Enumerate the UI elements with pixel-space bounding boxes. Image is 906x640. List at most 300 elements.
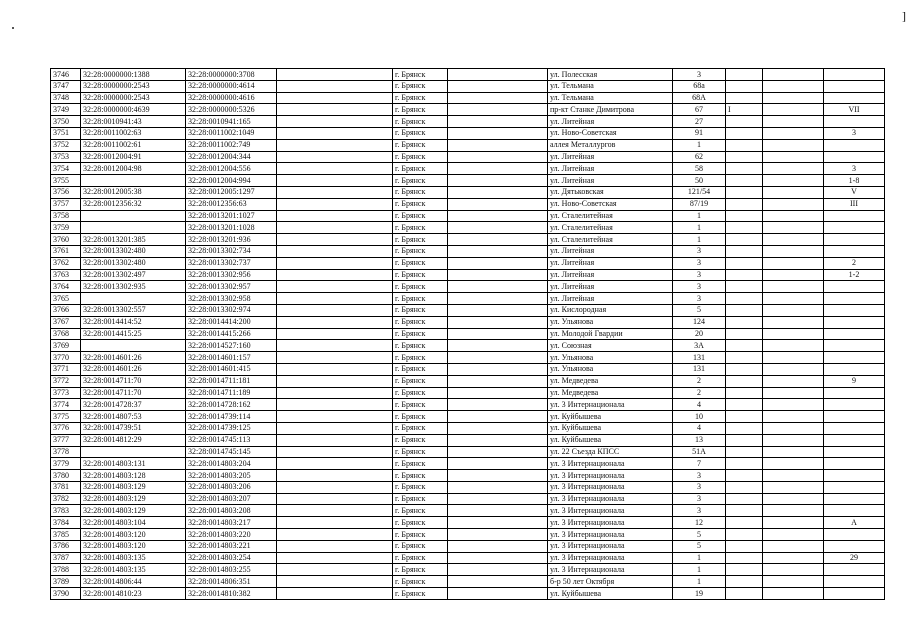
cell-city: г. Брянск: [393, 470, 448, 482]
cell-blank-column-3: [763, 163, 824, 175]
cell-building-letter: [726, 564, 763, 576]
cell-street: ул. Куйбышева: [548, 588, 673, 600]
cell-blank-column-2: [448, 316, 548, 328]
cell-land-cadastral-number: 32:28:0014803:135: [81, 552, 186, 564]
cell-apartment: [824, 92, 885, 104]
cell-street: ул. Литейная: [548, 163, 673, 175]
cell-building-letter: [726, 470, 763, 482]
cell-row-number: 3782: [51, 493, 81, 505]
cell-city: г. Брянск: [393, 175, 448, 187]
cell-house-number: 1: [673, 222, 726, 234]
cell-blank-column-3: [763, 481, 824, 493]
cell-apartment: [824, 151, 885, 163]
cell-street: ул. Куйбышева: [548, 411, 673, 423]
cell-blank-column: [277, 245, 393, 257]
cell-building-cadastral-number: 32:28:0012004:556: [186, 163, 277, 175]
cell-building-letter: [726, 69, 763, 81]
cell-land-cadastral-number: 32:28:0014414:52: [81, 316, 186, 328]
cell-land-cadastral-number: 32:28:0014806:44: [81, 576, 186, 588]
cell-building-cadastral-number: 32:28:0014803:217: [186, 517, 277, 529]
cell-house-number: 68а: [673, 80, 726, 92]
cell-blank-column-2: [448, 222, 548, 234]
table-row: [51, 446, 885, 458]
cell-row-number: 3778: [51, 446, 81, 458]
cell-blank-column: [277, 481, 393, 493]
table-row: [51, 163, 885, 175]
cell-city: г. Брянск: [393, 446, 448, 458]
cell-blank-column-3: [763, 293, 824, 305]
cell-blank-column: [277, 540, 393, 552]
cell-city: г. Брянск: [393, 245, 448, 257]
table-row: [51, 340, 885, 352]
cell-house-number: 58: [673, 163, 726, 175]
cell-apartment: [824, 281, 885, 293]
cell-apartment: 2: [824, 257, 885, 269]
cell-street: ул. Куйбышева: [548, 434, 673, 446]
cell-building-cadastral-number: 32:28:0013201:1027: [186, 210, 277, 222]
table-row: [51, 116, 885, 128]
cell-house-number: 121/54: [673, 186, 726, 198]
cell-house-number: 4: [673, 422, 726, 434]
cell-building-letter: [726, 340, 763, 352]
cell-apartment: 1-2: [824, 269, 885, 281]
cell-row-number: 3780: [51, 470, 81, 482]
cell-building-cadastral-number: 32:28:0014803:220: [186, 529, 277, 541]
cell-blank-column-2: [448, 198, 548, 210]
cell-street: б-р 50 лет Октября: [548, 576, 673, 588]
cell-city: г. Брянск: [393, 293, 448, 305]
cell-apartment: 9: [824, 375, 885, 387]
cell-land-cadastral-number: 32:28:0012356:32: [81, 198, 186, 210]
cell-building-cadastral-number: 32:28:0014803:254: [186, 552, 277, 564]
cell-street: ул. Литейная: [548, 116, 673, 128]
table-row: [51, 399, 885, 411]
cell-building-cadastral-number: 32:28:0014803:206: [186, 481, 277, 493]
cell-street: ул. Ново-Советская: [548, 127, 673, 139]
cell-house-number: 3: [673, 505, 726, 517]
table-row: [51, 434, 885, 446]
cell-city: г. Брянск: [393, 210, 448, 222]
cell-house-number: 3: [673, 69, 726, 81]
cell-blank-column-3: [763, 505, 824, 517]
cell-row-number: 3749: [51, 104, 81, 116]
cell-blank-column-3: [763, 92, 824, 104]
cell-blank-column-2: [448, 163, 548, 175]
cell-land-cadastral-number: 32:28:0014803:128: [81, 470, 186, 482]
cell-blank-column-3: [763, 257, 824, 269]
cell-city: г. Брянск: [393, 340, 448, 352]
cell-building-cadastral-number: 32:28:0014711:181: [186, 375, 277, 387]
cell-building-cadastral-number: 32:28:0014803:207: [186, 493, 277, 505]
cell-land-cadastral-number: 32:28:0013302:480: [81, 257, 186, 269]
cell-blank-column-3: [763, 576, 824, 588]
cell-street: ул. 3 Интернационала: [548, 517, 673, 529]
cell-land-cadastral-number: 32:28:0014807:53: [81, 411, 186, 423]
cell-blank-column-3: [763, 375, 824, 387]
cell-blank-column: [277, 399, 393, 411]
cell-city: г. Брянск: [393, 576, 448, 588]
cell-apartment: [824, 387, 885, 399]
cell-building-cadastral-number: 32:28:0014803:221: [186, 540, 277, 552]
cell-blank-column: [277, 493, 393, 505]
cell-row-number: 3779: [51, 458, 81, 470]
cell-street: ул. Ульянова: [548, 363, 673, 375]
cell-house-number: 5: [673, 540, 726, 552]
cell-blank-column-3: [763, 151, 824, 163]
cell-row-number: 3753: [51, 151, 81, 163]
cell-blank-column-3: [763, 588, 824, 600]
cell-building-letter: [726, 210, 763, 222]
cell-land-cadastral-number: 32:28:0014601:26: [81, 363, 186, 375]
table-row: [51, 281, 885, 293]
cell-house-number: 1: [673, 564, 726, 576]
cell-blank-column-2: [448, 552, 548, 564]
cell-city: г. Брянск: [393, 363, 448, 375]
cell-house-number: 50: [673, 175, 726, 187]
table-row: [51, 186, 885, 198]
cell-apartment: 3: [824, 127, 885, 139]
cell-building-letter: [726, 434, 763, 446]
cell-land-cadastral-number: 32:28:0014711:70: [81, 387, 186, 399]
cell-blank-column-3: [763, 470, 824, 482]
cell-house-number: 3: [673, 493, 726, 505]
cell-building-letter: [726, 387, 763, 399]
cell-blank-column-3: [763, 245, 824, 257]
cell-blank-column-3: [763, 446, 824, 458]
table-row: [51, 269, 885, 281]
cell-street: ул. Сталелитейная: [548, 234, 673, 246]
cell-blank-column: [277, 375, 393, 387]
cell-blank-column: [277, 198, 393, 210]
cell-building-letter: [726, 269, 763, 281]
cell-blank-column-3: [763, 363, 824, 375]
cell-building-letter: [726, 352, 763, 364]
cell-house-number: 67: [673, 104, 726, 116]
cell-blank-column: [277, 458, 393, 470]
cell-building-cadastral-number: 32:28:0013302:957: [186, 281, 277, 293]
cell-street: ул. 3 Интернационала: [548, 493, 673, 505]
table-row: [51, 104, 885, 116]
cell-blank-column-2: [448, 517, 548, 529]
cell-apartment: [824, 304, 885, 316]
table-row: [51, 210, 885, 222]
cell-blank-column: [277, 257, 393, 269]
cell-street: ул. 3 Интернационала: [548, 529, 673, 541]
cell-street: ул. Ульянова: [548, 316, 673, 328]
cell-house-number: 5: [673, 529, 726, 541]
cell-house-number: 3: [673, 257, 726, 269]
cell-blank-column: [277, 92, 393, 104]
cell-building-cadastral-number: 32:28:0013201:1028: [186, 222, 277, 234]
cell-blank-column-2: [448, 234, 548, 246]
cell-building-cadastral-number: 32:28:0014803:204: [186, 458, 277, 470]
cell-blank-column-3: [763, 493, 824, 505]
cell-apartment: [824, 458, 885, 470]
cell-row-number: 3758: [51, 210, 81, 222]
cell-blank-column-3: [763, 210, 824, 222]
cell-land-cadastral-number: 32:28:0012004:91: [81, 151, 186, 163]
cell-building-letter: [726, 363, 763, 375]
cell-blank-column-2: [448, 80, 548, 92]
cell-blank-column: [277, 446, 393, 458]
cell-street: ул. 3 Интернационала: [548, 552, 673, 564]
cell-land-cadastral-number: 32:28:0014739:51: [81, 422, 186, 434]
cell-apartment: [824, 210, 885, 222]
cell-building-letter: [726, 186, 763, 198]
cell-blank-column: [277, 186, 393, 198]
cell-building-cadastral-number: 32:28:0014806:351: [186, 576, 277, 588]
cell-land-cadastral-number: 32:28:0014803:129: [81, 505, 186, 517]
cell-house-number: 131: [673, 352, 726, 364]
cell-house-number: 131: [673, 363, 726, 375]
cell-blank-column-2: [448, 576, 548, 588]
cell-city: г. Брянск: [393, 92, 448, 104]
cell-house-number: 3: [673, 269, 726, 281]
cell-city: г. Брянск: [393, 399, 448, 411]
cell-blank-column-3: [763, 399, 824, 411]
cell-street: ул. 3 Интернационала: [548, 470, 673, 482]
cell-city: г. Брянск: [393, 505, 448, 517]
cell-street: ул. Литейная: [548, 151, 673, 163]
cell-blank-column-3: [763, 411, 824, 423]
cell-row-number: 3776: [51, 422, 81, 434]
table-row: [51, 387, 885, 399]
cell-blank-column-2: [448, 493, 548, 505]
cell-street: ул. Полесская: [548, 69, 673, 81]
cell-city: г. Брянск: [393, 222, 448, 234]
cell-blank-column-3: [763, 387, 824, 399]
cell-blank-column: [277, 163, 393, 175]
cell-building-letter: [726, 540, 763, 552]
cell-street: ул. Литейная: [548, 175, 673, 187]
cell-building-letter: [726, 127, 763, 139]
cell-land-cadastral-number: [81, 340, 186, 352]
cell-blank-column-3: [763, 540, 824, 552]
cell-building-letter: [726, 458, 763, 470]
cell-blank-column: [277, 269, 393, 281]
cell-land-cadastral-number: 32:28:0014803:131: [81, 458, 186, 470]
cell-blank-column: [277, 139, 393, 151]
cell-blank-column: [277, 104, 393, 116]
cell-house-number: 91: [673, 127, 726, 139]
cell-row-number: 3761: [51, 245, 81, 257]
cell-city: г. Брянск: [393, 529, 448, 541]
cell-blank-column-2: [448, 434, 548, 446]
cell-land-cadastral-number: 32:28:0013302:480: [81, 245, 186, 257]
cell-house-number: 87/19: [673, 198, 726, 210]
cell-building-letter: I: [726, 104, 763, 116]
cell-city: г. Брянск: [393, 116, 448, 128]
table-row: [51, 198, 885, 210]
cell-land-cadastral-number: 32:28:0011002:61: [81, 139, 186, 151]
cell-building-letter: [726, 588, 763, 600]
cell-blank-column-3: [763, 564, 824, 576]
cell-blank-column-2: [448, 69, 548, 81]
cell-blank-column-3: [763, 340, 824, 352]
cell-building-cadastral-number: 32:28:0014803:208: [186, 505, 277, 517]
cell-row-number: 3787: [51, 552, 81, 564]
cell-building-letter: [726, 198, 763, 210]
cell-row-number: 3781: [51, 481, 81, 493]
cell-blank-column: [277, 422, 393, 434]
cell-street: аллея Металлургов: [548, 139, 673, 151]
cell-blank-column-2: [448, 175, 548, 187]
cell-apartment: III: [824, 198, 885, 210]
cell-blank-column-2: [448, 588, 548, 600]
cell-building-letter: [726, 92, 763, 104]
cell-blank-column: [277, 281, 393, 293]
cell-city: г. Брянск: [393, 540, 448, 552]
cell-blank-column-3: [763, 127, 824, 139]
cell-blank-column-2: [448, 340, 548, 352]
cell-city: г. Брянск: [393, 493, 448, 505]
cell-blank-column-2: [448, 352, 548, 364]
cell-city: г. Брянск: [393, 127, 448, 139]
table-row: [51, 80, 885, 92]
cell-building-cadastral-number: 32:28:0000000:4614: [186, 80, 277, 92]
cell-house-number: 3А: [673, 340, 726, 352]
cell-street: ул. 3 Интернационала: [548, 399, 673, 411]
cell-building-cadastral-number: 32:28:0010941:165: [186, 116, 277, 128]
cell-building-cadastral-number: 32:28:0012004:994: [186, 175, 277, 187]
cell-apartment: VII: [824, 104, 885, 116]
cell-blank-column-3: [763, 104, 824, 116]
cell-street: ул. Ново-Советская: [548, 198, 673, 210]
cell-street: ул. Ульянова: [548, 352, 673, 364]
cell-land-cadastral-number: [81, 210, 186, 222]
cell-blank-column: [277, 470, 393, 482]
cell-apartment: [824, 139, 885, 151]
cell-blank-column-2: [448, 257, 548, 269]
cell-city: г. Брянск: [393, 387, 448, 399]
cell-building-cadastral-number: 32:28:0014601:415: [186, 363, 277, 375]
cell-row-number: 3785: [51, 529, 81, 541]
cell-land-cadastral-number: 32:28:0014812:29: [81, 434, 186, 446]
cell-land-cadastral-number: 32:28:0014601:26: [81, 352, 186, 364]
cell-street: ул. Литейная: [548, 293, 673, 305]
cell-city: г. Брянск: [393, 552, 448, 564]
cell-blank-column: [277, 411, 393, 423]
cell-blank-column-2: [448, 470, 548, 482]
cell-row-number: 3772: [51, 375, 81, 387]
table-body: [51, 69, 885, 600]
cell-blank-column: [277, 363, 393, 375]
cell-street: ул. 3 Интернационала: [548, 540, 673, 552]
cell-row-number: 3768: [51, 328, 81, 340]
cell-building-letter: [726, 517, 763, 529]
cell-blank-column-3: [763, 458, 824, 470]
table-row: [51, 151, 885, 163]
cell-blank-column-3: [763, 116, 824, 128]
cell-city: г. Брянск: [393, 139, 448, 151]
cell-street: ул. 3 Интернационала: [548, 458, 673, 470]
cell-blank-column-3: [763, 69, 824, 81]
cell-city: г. Брянск: [393, 411, 448, 423]
cell-land-cadastral-number: [81, 446, 186, 458]
table-row: [51, 517, 885, 529]
cell-house-number: 124: [673, 316, 726, 328]
cell-street: ул. Медведева: [548, 387, 673, 399]
cell-blank-column-3: [763, 328, 824, 340]
cell-blank-column-3: [763, 222, 824, 234]
cell-apartment: 3: [824, 163, 885, 175]
cell-building-cadastral-number: 32:28:0013201:936: [186, 234, 277, 246]
cell-apartment: [824, 411, 885, 423]
cell-land-cadastral-number: [81, 293, 186, 305]
cell-row-number: 3784: [51, 517, 81, 529]
table-row: [51, 304, 885, 316]
cell-blank-column-3: [763, 316, 824, 328]
cell-land-cadastral-number: 32:28:0014803:120: [81, 540, 186, 552]
cell-building-cadastral-number: 32:28:0011002:1049: [186, 127, 277, 139]
cell-land-cadastral-number: 32:28:0014415:25: [81, 328, 186, 340]
cell-building-letter: [726, 304, 763, 316]
cell-house-number: 62: [673, 151, 726, 163]
cell-building-cadastral-number: 32:28:0013302:737: [186, 257, 277, 269]
table-row: [51, 69, 885, 81]
cell-land-cadastral-number: 32:28:0000000:2543: [81, 92, 186, 104]
cell-house-number: 1: [673, 210, 726, 222]
cell-building-letter: [726, 234, 763, 246]
cell-building-cadastral-number: 32:28:0014810:382: [186, 588, 277, 600]
cell-blank-column-2: [448, 293, 548, 305]
table-row: [51, 493, 885, 505]
cell-house-number: 2: [673, 375, 726, 387]
cell-row-number: 3746: [51, 69, 81, 81]
cell-blank-column: [277, 175, 393, 187]
cell-apartment: [824, 434, 885, 446]
cell-blank-column-3: [763, 269, 824, 281]
cell-row-number: 3789: [51, 576, 81, 588]
cell-house-number: 1: [673, 234, 726, 246]
cell-land-cadastral-number: 32:28:0014728:37: [81, 399, 186, 411]
cell-blank-column-2: [448, 210, 548, 222]
cell-blank-column: [277, 151, 393, 163]
cell-city: г. Брянск: [393, 104, 448, 116]
cell-apartment: 1-8: [824, 175, 885, 187]
cell-city: г. Брянск: [393, 517, 448, 529]
cell-row-number: 3752: [51, 139, 81, 151]
cell-blank-column: [277, 304, 393, 316]
cell-building-cadastral-number: 32:28:0012005:1297: [186, 186, 277, 198]
cell-house-number: 3: [673, 470, 726, 482]
cell-blank-column-2: [448, 92, 548, 104]
cell-apartment: 29: [824, 552, 885, 564]
cell-building-letter: [726, 422, 763, 434]
cell-land-cadastral-number: 32:28:0010941:43: [81, 116, 186, 128]
cell-building-letter: [726, 281, 763, 293]
cell-land-cadastral-number: 32:28:0014803:120: [81, 529, 186, 541]
cell-city: г. Брянск: [393, 80, 448, 92]
cell-land-cadastral-number: [81, 175, 186, 187]
cell-street: ул. 3 Интернационала: [548, 481, 673, 493]
cell-apartment: [824, 422, 885, 434]
cell-street: ул. Сталелитейная: [548, 222, 673, 234]
cell-row-number: 3775: [51, 411, 81, 423]
cell-street: ул. 22 Съезда КПСС: [548, 446, 673, 458]
cell-building-cadastral-number: 32:28:0011002:749: [186, 139, 277, 151]
cell-blank-column: [277, 564, 393, 576]
cell-building-letter: [726, 151, 763, 163]
cell-building-letter: [726, 399, 763, 411]
cell-blank-column-3: [763, 139, 824, 151]
cell-apartment: [824, 80, 885, 92]
cell-building-cadastral-number: 32:28:0014414:200: [186, 316, 277, 328]
cell-house-number: 19: [673, 588, 726, 600]
table-row: [51, 552, 885, 564]
cell-row-number: 3790: [51, 588, 81, 600]
cell-apartment: [824, 340, 885, 352]
